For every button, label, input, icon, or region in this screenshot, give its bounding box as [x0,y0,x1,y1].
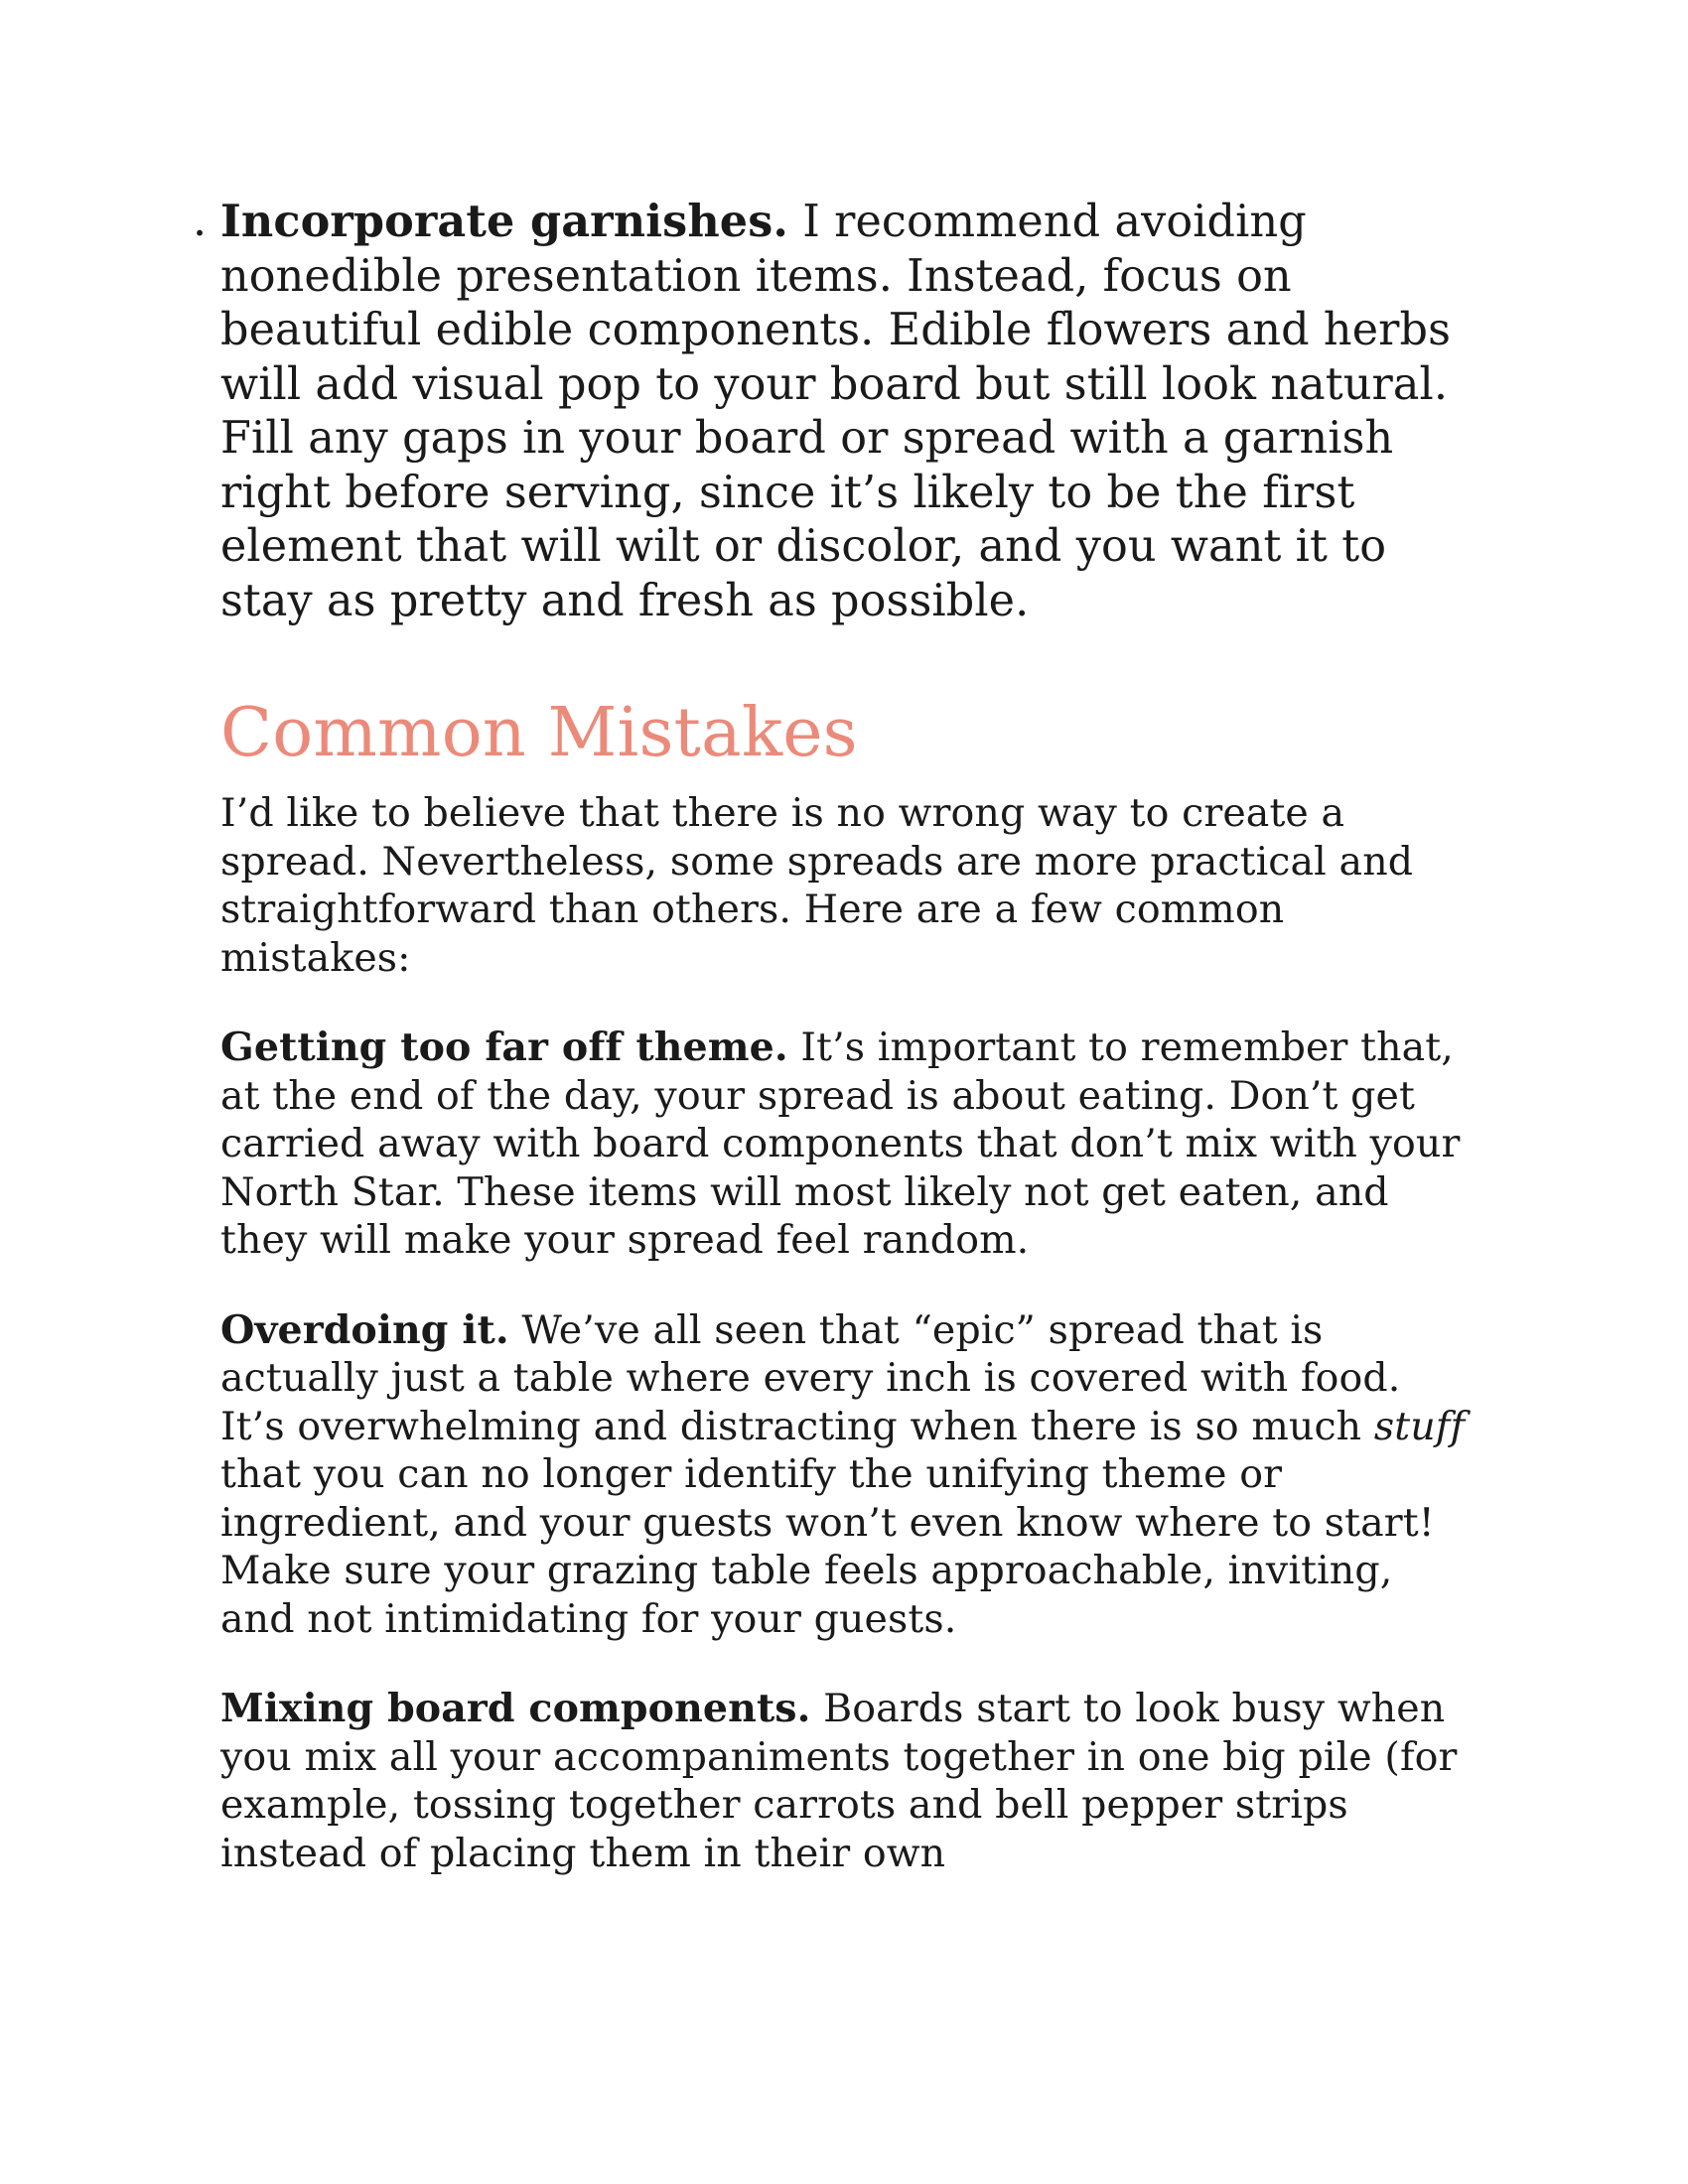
mistake-text: Boards start to look busy when you mix all your accompaniments together in one big pile (for example, tossing together carrots and bell pepper strips instead of placing them in their own [220,1686,1458,1876]
mistake-title: Overdoing it. [220,1306,509,1353]
intro-paragraph: I’d like to believe that there is no wrong way to create a spread. Nevertheless, some spreads are more practical and straightforward than others. Here are a few common mistakes: [220,790,1414,981]
mistake-title: Mixing board components. [220,1686,811,1731]
page-content [193,195,1472,1877]
mistake-text-emphasis: stuff [1373,1403,1466,1449]
mistake-text: We’ve all seen that “epic” spread that is actually just a table where every inch is covered with food. It’s overwhelming and distracting when there is so much [220,1306,1401,1449]
mistake-text: that you can no longer identify the unifying theme or ingredient, and your guests won’t even know where to start! Make sure your grazing table feels approachable, inviting, and not intimidating for your guests. [220,1451,1435,1642]
mistake-item-mixing [220,1685,1472,1877]
list-bullet: . [193,196,208,246]
garnish-item-text: I recommend avoiding nonedible presentation items. Instead, focus on beautiful edible components. Edible flowers and herbs will add visual pop to your board but still look natural. Fill any gaps in your board or spread with a garnish right before serving, since it’s likely to be the first element that will wilt or discolor, and you want it to stay as pretty and fresh as possible. [220,197,1452,626]
mistake-item-off-theme [220,1024,1472,1265]
section-heading: Common Mistakes [220,694,858,772]
mistake-text: It’s important to remember that, at the end of the day, your spread is about eating. Don’t get carried away with board components that don’t mix with your North Star. These items will most likely not get eaten, and they will make your spread feel random. [220,1024,1461,1263]
garnish-item-title: Incorporate garnishes. [220,196,788,247]
garnish-list-item [193,195,1472,628]
mistake-item-overdoing [220,1306,1472,1644]
mistake-title: Getting too far off theme. [220,1024,788,1070]
